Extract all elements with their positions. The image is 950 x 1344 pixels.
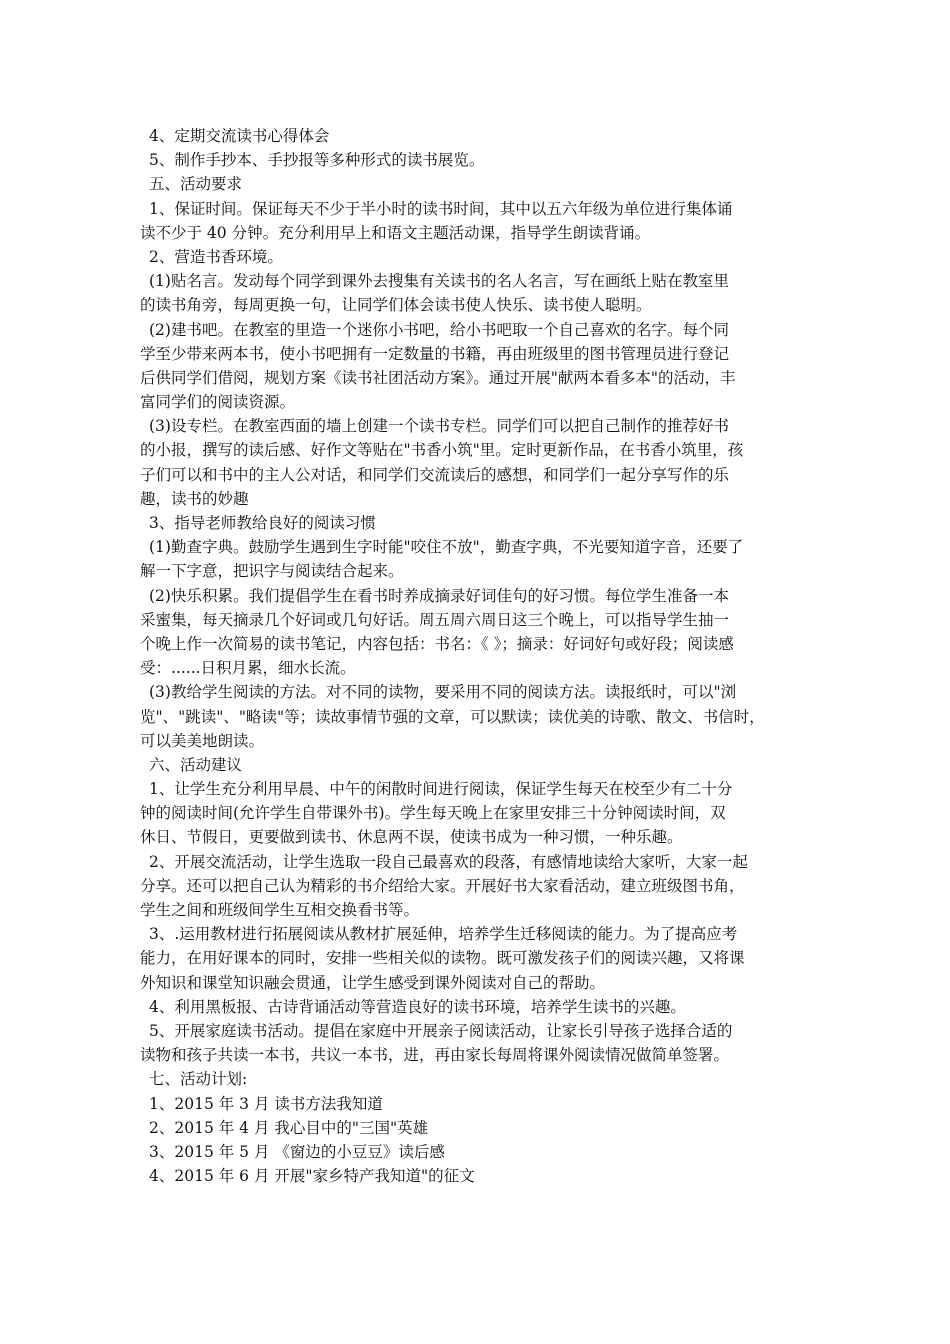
text-line: 4、定期交流读书心得体会 <box>149 127 330 145</box>
text-line: 采蜜集，每天摘录几个好词或几句好话。周五周六周日这三个晚上，可以指导学生抽一 <box>140 610 730 629</box>
text-line: 钟的阅读时间(允许学生自带课外书)。学生每天晚上在家里安排三十分钟阅读时间，双 <box>140 804 726 823</box>
text-line: 读不少于 40 分钟。充分利用早上和语文主题活动课，指导学生朗读背诵。 <box>140 223 651 242</box>
text-line: 学生之间和班级间学生互相交换看书等。 <box>140 901 420 919</box>
text-line: (1)贴名言。发动每个同学到课外去搜集有关读书的名人名言，写在画纸上贴在教室里 <box>149 272 729 291</box>
text-line: 3、.运用教材进行拓展阅读从教材扩展延伸，培养学生迁移阅读的能力。为了提高应考 <box>149 925 738 944</box>
text-line: 2、营造书香环境。 <box>149 247 283 266</box>
text-line: 七、活动计划: <box>149 1070 248 1089</box>
text-line: 休日、节假日，更要做到读书、休息两不误，使读书成为一种习惯，一种乐趣。 <box>140 828 683 847</box>
text-line: 1、保证时间。保证每天不少于半小时的读书时间，其中以五六年级为单位进行集体诵 <box>149 199 733 218</box>
text-line: 的读书角旁，每周更换一句，让同学们体会读书使人快乐、读书使人聪明。 <box>140 296 652 315</box>
text-line: 学至少带来两本书，使小书吧拥有一定数量的书籍，再由班级里的图书管理员进行登记 <box>140 344 730 363</box>
text-line: 个晚上作一次简易的读书笔记，内容包括：书名：《 》；摘录：好词好句或好段；阅读感 <box>140 634 734 653</box>
text-line: 分享。还可以把自己认为精彩的书介绍给大家。开展好书大家看活动，建立班级图书角， <box>140 876 745 895</box>
text-line: 六、活动建议 <box>149 755 243 774</box>
text-line: (2)建书吧。在教室的里造一个迷你小书吧，给小书吧取一个自己喜欢的名字。每个同 <box>149 320 729 339</box>
text-line: 4、2015 年 6 月 开展"家乡特产我知道"的征文 <box>149 1167 475 1186</box>
text-line: 1、2015 年 3 月 读书方法我知道 <box>149 1094 383 1113</box>
text-line: 后供同学们借阅，规划方案《读书社团活动方案》。通过开展"献两本看多本"的活动，丰 <box>140 368 736 387</box>
text-line: (3)设专栏。在教室西面的墙上创建一个读书专栏。同学们可以把自己制作的推荐好书 <box>149 417 729 436</box>
text-line: 趣，读书的妙趣 <box>140 489 249 508</box>
text-line: 2、2015 年 4 月 我心目中的"三国"英雄 <box>149 1118 429 1137</box>
text-line: 2、开展交流活动，让学生选取一段自己最喜欢的段落，有感情地读给大家听，大家一起 <box>149 852 748 871</box>
text-line: 读物和孩子共读一本书，共议一本书，进，再由家长每周将课外阅读情况做简单签署。 <box>140 1046 730 1065</box>
text-line: 3、2015 年 5 月 《窗边的小豆豆》读后感 <box>149 1142 445 1161</box>
text-line: (2)快乐积累。我们提倡学生在看书时养成摘录好词佳句的好习惯。每位学生准备一本 <box>149 586 729 605</box>
text-line: 览"、"跳读"、"略读"等；读故事情节强的文章，可以默读；读优美的诗歌、散文、书信时， <box>140 707 765 726</box>
text-line: 可以美美地朗读。 <box>140 731 265 750</box>
text-line: 3、指导老师教给良好的阅读习惯 <box>149 514 376 532</box>
text-line: 5、制作手抄本、手抄报等多种形式的读书展览。 <box>149 151 485 170</box>
text-line: 1、让学生充分利用早晨、中午的闲散时间进行阅读，保证学生每天在校至少有二十分 <box>149 780 733 799</box>
text-line: (1)勤查字典。鼓励学生遇到生字时能"咬住不放"，勤查字典，不光要知道字音，还要了 <box>149 538 744 557</box>
text-line: 解一下字意，把识字与阅读结合起来。 <box>140 562 404 581</box>
text-line: 五、活动要求 <box>149 175 243 194</box>
text-line: 子们可以和书中的主人公对话，和同学们交流读后的感想，和同学们一起分享写作的乐 <box>140 465 730 484</box>
text-line: 富同学们的阅读资源。 <box>140 393 296 412</box>
text-line: 的小报，撰写的读后感、好作文等贴在"书香小筑"里。定时更新作品，在书香小筑里，孩 <box>140 441 744 460</box>
text-line: 能力，在用好课本的同时，安排一些相关似的读物。既可激发孩子们的阅读兴趣，又将课 <box>140 949 745 968</box>
text-line: 外知识和课堂知识融会贯通，让学生感受到课外阅读对自己的帮助。 <box>140 973 606 992</box>
text-line: 5、开展家庭读书活动。提倡在家庭中开展亲子阅读活动，让家长引导孩子选择合适的 <box>149 1021 733 1040</box>
text-line: 4、利用黑板报、古诗背诵活动等营造良好的读书环境，培养学生读书的兴趣。 <box>149 997 686 1016</box>
text-line: (3)教给学生阅读的方法。对不同的读物，要采用不同的阅读方法。读报纸时，可以"浏 <box>149 683 737 702</box>
document-body <box>140 124 812 1188</box>
text-line: 受：......日积月累，细水长流。 <box>140 659 356 678</box>
